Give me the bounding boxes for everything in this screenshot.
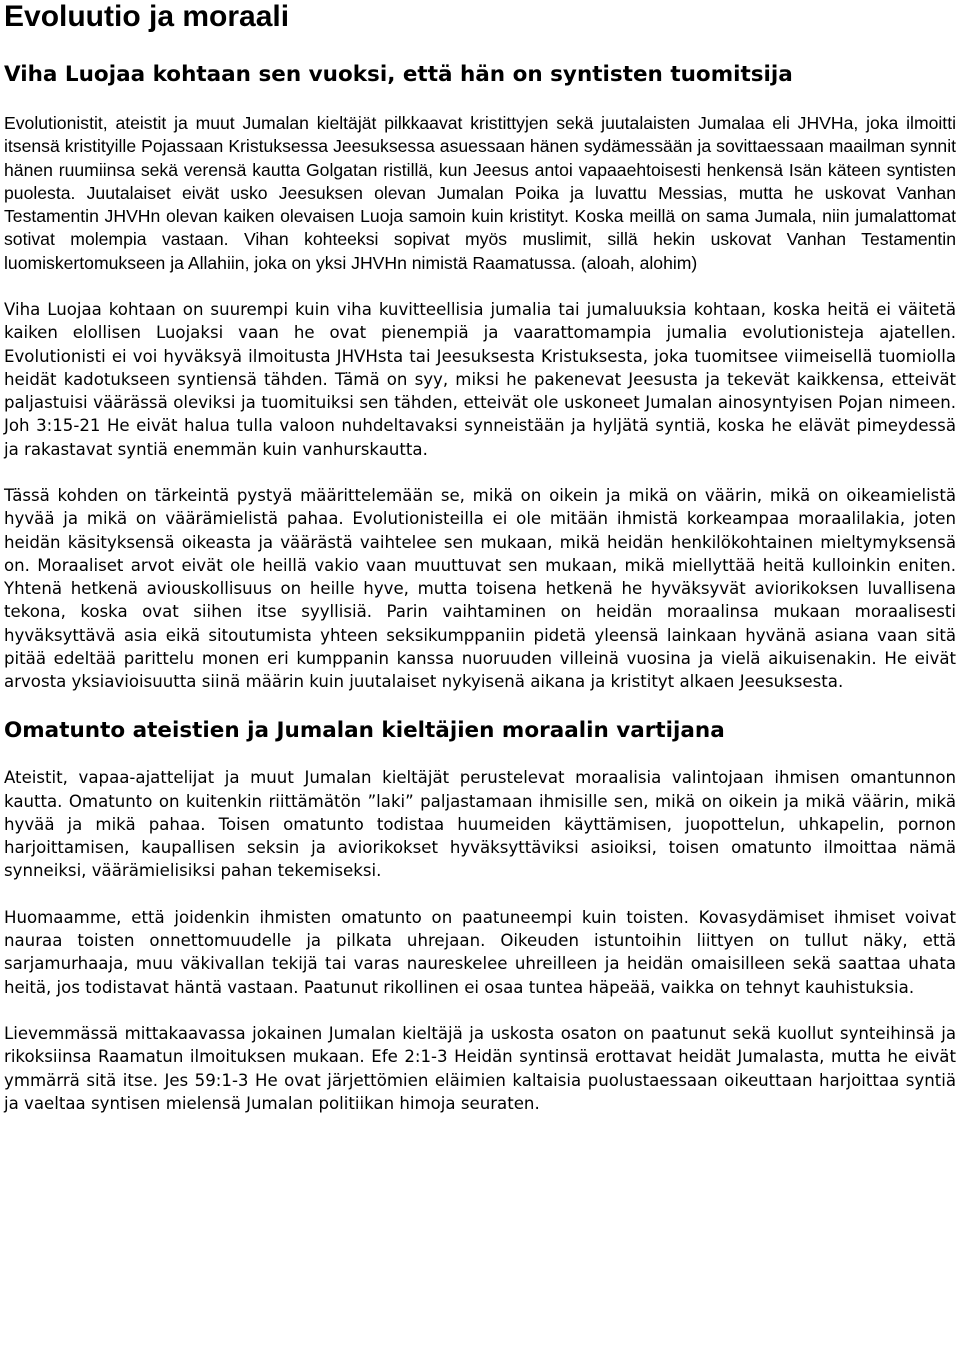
page-title: Evoluutio ja moraali	[4, 0, 290, 33]
paragraph: Huomaamme, että joidenkin ihmisten omatunto on paatuneempi kuin toisten. Kovasydämiset ihmiset voivat nauraa toisten onnettomuudelle ja pilkata uhrejaan. Oikeuden istuntoihin liittyen on tullut näky, että sarjamurhaaja, muu väkivallan tekijä tai varas naureskelee uhreilleen ja heidän omaisilleen sekä saattaa uhata heitä, jos todistavat häntä vastaan. Paatunut rikollinen ei osaa tuntea häpeää, vaikka on tehnyt kauhistuksia.	[4, 907, 956, 997]
paragraph: Tässä kohden on tärkeintä pystyä määrittelemään se, mikä on oikein ja mikä on väärin, mikä on oikeamielistä hyvää ja mikä on väärämielistä pahaa. Evolutionisteilla ei ole mitään ihmistä korkeampaa moraalilakia, joten heidän käsityksensä oikeasta ja väärästä vaihtelee sen mukaan, mikä heidän henkilökohtainen mieltymyksensä on. Moraaliset arvot eivät ole heillä vakio vaan muuttuvat sen mukaan, mikä miellyttää heitä kulloinkin eniten. Yhtenä hetkenä aviouskollisuus on heille hyve, mutta toisena hetkenä he hyväksyvät aviorikoksen luvallisena tekona, koska ovat siihen itse syyllisiä. Parin vaihtaminen on heidän moraalinsa mukaan moraalisesti hyväksyttävä asia eikä sitoutumista yhteen seksikumppaniin pidetä yleensä lainkaan hyvänä asiana vaan sitä pitää edeltää parittelu monen eri kumppanin kanssa nuoruuden villeinä vuosina ja vielä aikuisenakin. He eivät arvosta yksiavioisuutta siinä määrin kuin juutalaiset nykyisenä aikana ja kristityt alkaen Jeesuksesta.	[4, 486, 956, 691]
paragraph: Evolutionistit, ateistit ja muut Jumalan kieltäjät pilkkaavat kristittyjen sekä juutalaisten Jumalaa eli JHVHa, joka ilmoitti itsensä kristityille Pojassaan Kristuksessa Jeesuksessa asuessaan hänen sydämessään ja sovittaessaan maailman synnit hänen ruumiinsa sekä verensä kautta Golgatan ristillä, kun Jeesus antoi vapaaehtoisesti henkensä Isän käteen syntisten puolesta. Juutalaiset eivät usko Jeesuksen olevan Jumalan Poika ja luvattu Messias, mutta he uskovat Vanhan Testamentin JHVHn olevan kaiken olevaisen Luoja samoin kuin kristityt. Koska meillä on sama Jumala, niin jumalattomat sotivat molempia vastaan. Vihan kohteeksi sopivat myös muslimit, sillä hekin uskovat Vanhan Testamentin luomiskertomukseen ja Allahiin, joka on yksi JHVHn nimistä Raamatussa. (aloah, alohim)	[4, 113, 956, 273]
paragraph: Viha Luojaa kohtaan on suurempi kuin viha kuvitteellisia jumalia tai jumaluuksia kohtaan, koska heitä ei väitetä kaiken elollisen Luojaksi vaan he ovat pienempiä ja vaarattomampia jumalia evolutionisteja ajatellen. Evolutionisti ei voi hyväksyä ilmoitusta JHVHsta tai Jeesuksesta Kristuksesta, joka tuomitsee viimeisellä tuomiolla heidät kadotukseen syntiensä tähden. Tämä on syy, miksi he pakenevat Jeesusta ja tekevät kaikkensa, etteivät paljastuisi väärässä oleviksi ja tuomituiksi sen tähden, etteivät ole uskoneet Jumalan ainosyntyisen Pojan nimeen. Joh 3:15-21 He eivät halua tulla valoon nuhdeltavaksi synneistään ja hyljätä syntiä, koska he elävät pimeydessä ja rakastavat syntiä enemmän kuin vanhurskautta.	[4, 300, 956, 459]
section-heading-hatred: Viha Luojaa kohtaan sen vuoksi, että hän on syntisten tuomitsija	[4, 62, 793, 87]
paragraph: Ateistit, vapaa-ajattelijat ja muut Jumalan kieltäjät perustelevat moraalisia valintojaan ihmisen omantunnon kautta. Omatunto on kuitenkin riittämätön ”laki” paljastamaan ihmisille sen, mikä on oikein ja mikä väärin, mikä hyvää ja mikä pahaa. Toisen omatunto todistaa huumeiden käyttämisen, juopottelun, uhkapelin, pornon harjoittamisen, kaupallisen seksin ja aviorikokset hyväksyttäviksi asioiksi, toisen omatunto ilmoittaa nämä synneiksi, väärämielisiksi pahan tekemiseksi.	[4, 768, 956, 881]
paragraph: Lievemmässä mittakaavassa jokainen Jumalan kieltäjä ja uskosta osaton on paatunut sekä kuollut synteihinsä ja rikoksiinsa Raamatun ilmoituksen mukaan. Efe 2:1-3 Heidän syntinsä erottavat heidät Jumalasta, mutta he eivät ymmärrä sitä itse. Jes 59:1-3 He ovat järjettömien eläimien kaltaisia puolustaessaan oikeuttaan harjoittaa syntiä ja vaeltaa syntisen mielensä Jumalan politiikan himoja seuraten.	[4, 1024, 956, 1113]
section-heading-conscience: Omatunto ateistien ja Jumalan kieltäjien moraalin vartijana	[4, 718, 725, 744]
